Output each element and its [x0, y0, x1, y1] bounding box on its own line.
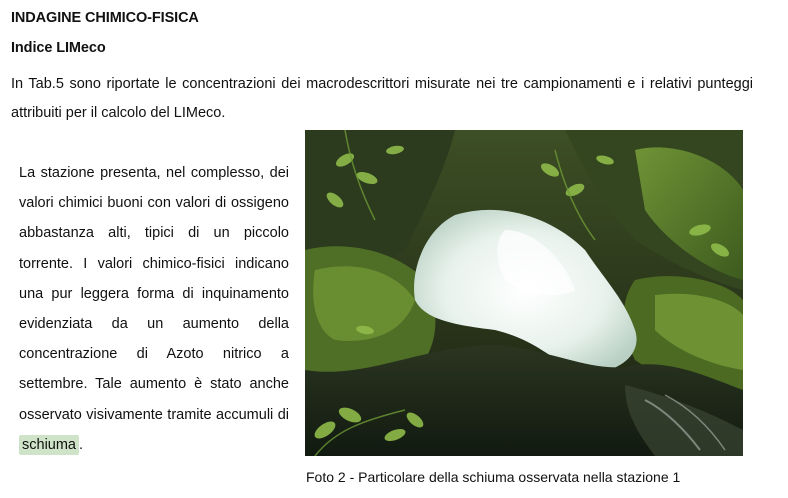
- photo-illustration: [305, 130, 743, 456]
- body-paragraph: [19, 158, 289, 460]
- stream-foam-photo: [305, 130, 743, 456]
- photo-caption: Foto 2 - Particolare della schiuma osservata nella stazione 1: [306, 469, 681, 485]
- section-title: INDAGINE CHIMICO-FISICA: [11, 10, 199, 26]
- highlighted-word: schiuma: [19, 435, 79, 455]
- intro-paragraph: In Tab.5 sono riportate le concentrazioni dei macrodescrittori misurate nei tre campionamenti e i relativi punteggi attribuiti per il calcolo del LIMeco.: [11, 76, 753, 121]
- body-end: .: [79, 436, 84, 453]
- subsection-title: Indice LIMeco: [11, 40, 106, 56]
- body-text: La stazione presenta, nel complesso, dei valori chimici buoni con valori di ossigeno abbastanza alti, tipici di un piccolo torrente. I valori chimico-fisici indicano una pur leggera forma di inquinamento evidenziata da un aumento della concentrazione di Azoto nitrico a settembre. Tale aumento è stato anche osservato visivamente tramite accumuli di: [19, 165, 289, 423]
